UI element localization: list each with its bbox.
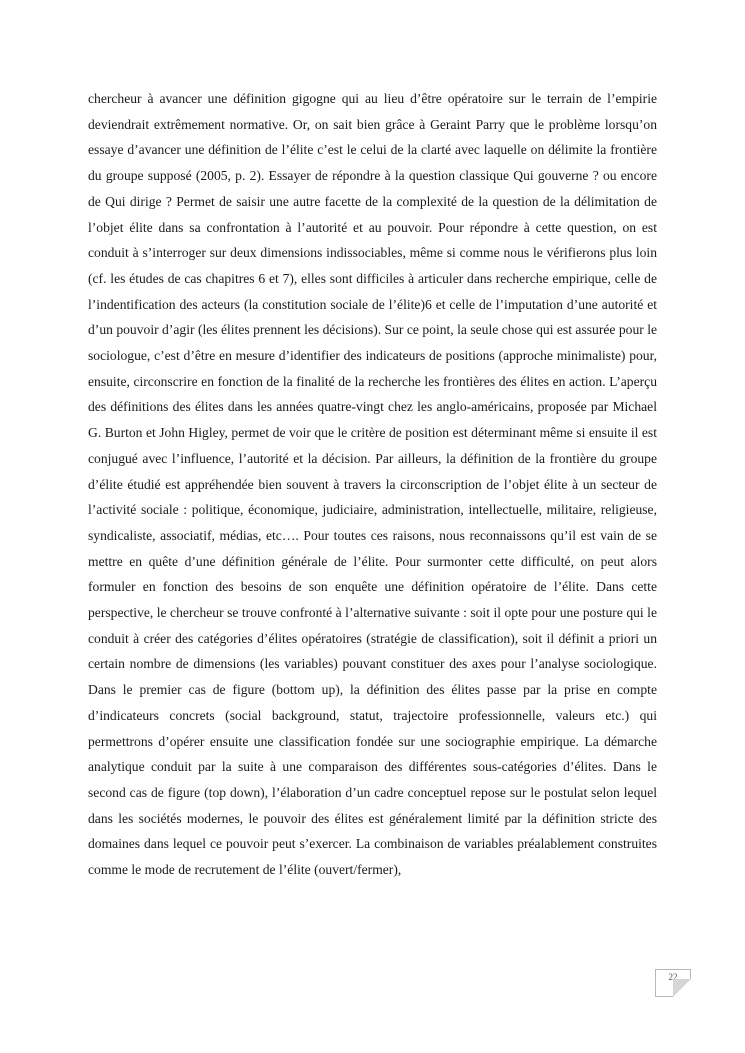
page-number-badge <box>655 969 691 997</box>
page-curl-icon <box>673 979 691 997</box>
page-number: 22 <box>668 972 678 982</box>
body-paragraph: chercheur à avancer une définition gigogne qui au lieu d’être opératoire sur le terrain de l’empirie deviendrait extrêmement normative. Or, on sait bien grâce à Geraint Parry que le problème lorsqu’on essaye d’avancer une définition de l’élite c’est le celui de la clarté avec laquelle on délimite la frontière du groupe supposé (2005, p. 2). Essayer de répondre à la question classique Qui gouverne ? ou encore de Qui dirige ? Permet de saisir une autre facette de la complexité de la question de la délimitation de l’objet élite dans sa confrontation à l’autorité et au pouvoir. Pour répondre à cette question, on est conduit à s’interroger sur deux dimensions indissociables, même si comme nous le vérifierons plus loin (cf. les études de cas chapitres 6 et 7), elles sont difficiles à articuler dans recherche empirique, celle de l’indentification des acteurs (la constitution sociale de l’élite)6 et celle de l’imputation d’une autorité et d’un pouvoir d’agir (les élites prennent les décisions). Sur ce point, la seule chose qui est assurée pour le sociologue, c’est d’être en mesure d’identifier des indicateurs de positions (approche minimaliste) pour, ensuite, circonscrire en fonction de la finalité de la recherche les frontières des élites en action. L’aperçu des définitions des élites dans les années quatre-vingt chez les anglo-américains, proposée par Michael G. Burton et John Higley, permet de voir que le critère de position est déterminant même si ensuite il est conjugué avec l’influence, l’autorité et la décision. Par ailleurs, la définition de la frontière du groupe d’élite étudié est appréhendée bien souvent à travers la circonscription de l’objet élite à un secteur de l’activité sociale : politique, économique, judiciaire, administration, intellectuelle, militaire, religieuse, syndicaliste, associatif, médias, etc…. Pour toutes ces raisons, nous reconnaissons qu’il est vain de se mettre en quête d’une définition générale de l’élite. Pour surmonter cette difficulté, on peut alors formuler en fonction des besoins de son enquête une définition opératoire de l’élite. Dans cette perspective, le chercheur se trouve confronté à l’alternative suivante : soit il opte pour une posture qui le conduit à créer des catégories d’élites opératoires (stratégie de classification), soit il définit a priori un certain nombre de dimensions (les variables) pouvant constituer des axes pour l’analyse sociologique. Dans le premier cas de figure (bottom up), la définition des élites passe par la prise en compte d’indicateurs concrets (social background, statut, trajectoire professionnelle, valeurs etc.) qui permettrons d’opérer ensuite une classification fondée sur une sociographie empirique. La démarche analytique conduit par la suite à une comparaison des différentes sous-catégories d’élites. Dans le second cas de figure (top down), l’élaboration d’un cadre conceptuel repose sur le postulat selon lequel dans les sociétés modernes, le pouvoir des élites est généralement limité par la définition stricte des domaines dans lequel ce pouvoir peut s’exercer. La combinaison de variables préalablement construites comme le mode de recrutement de l’élite (ouvert/fermer), <box>88 91 657 878</box>
